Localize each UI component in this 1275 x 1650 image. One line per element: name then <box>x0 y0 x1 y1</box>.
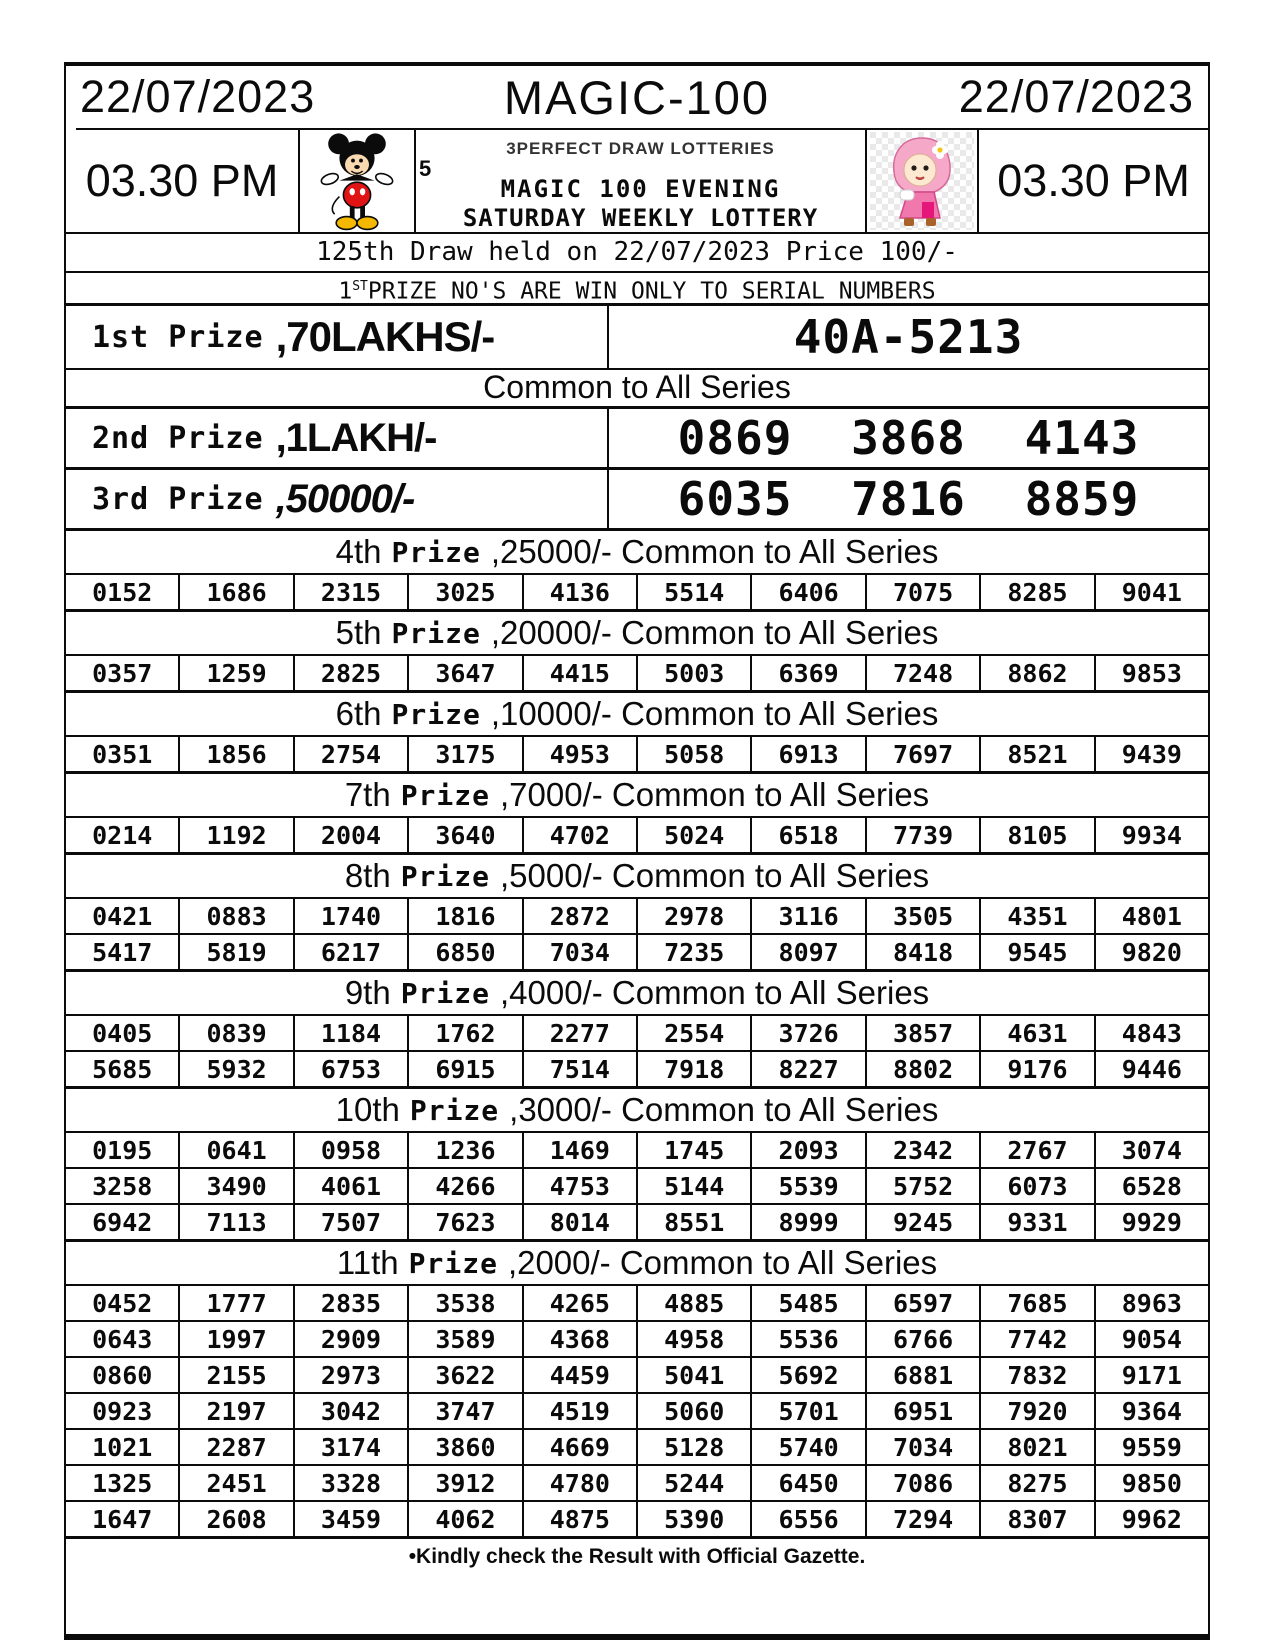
prize-number-cell: 5003 <box>636 656 750 690</box>
prize-number-cell: 3622 <box>407 1358 521 1392</box>
draw-info-line: 125th Draw held on 22/07/2023 Price 100/- <box>316 237 958 267</box>
section-ordinal: 9th <box>344 974 391 1011</box>
section-prize-word: Prize <box>391 535 481 569</box>
prize-number-cell: 5244 <box>636 1466 750 1500</box>
prize-number-cell: 0405 <box>92 1018 153 1048</box>
prize-number-cell: 9245 <box>865 1205 979 1239</box>
prize-number-cell: 8014 <box>522 1205 636 1239</box>
section-header-5th-prize <box>66 609 1208 654</box>
section-header-10th-prize <box>66 1086 1208 1131</box>
prize-number-cell: 3747 <box>407 1394 521 1428</box>
prize-number-cell: 4843 <box>1094 1016 1208 1050</box>
prize-number-cell: 0643 <box>92 1324 153 1354</box>
prize-number-row-9th <box>66 1014 1208 1050</box>
prize-number-cell: 4368 <box>522 1322 636 1356</box>
mickey-mouse-icon <box>307 131 407 231</box>
prize-number-cell: 8021 <box>979 1430 1093 1464</box>
prize-number-cell: 2973 <box>293 1358 407 1392</box>
prize-number-cell: 6915 <box>407 1052 521 1086</box>
prize-number-cell: 4702 <box>522 818 636 852</box>
organizer-name: 3PERFECT DRAW LOTTERIES <box>506 139 775 158</box>
section-header-11th-prize <box>66 1239 1208 1284</box>
serial-note-line <box>66 271 1208 303</box>
prize-number-cell: 1997 <box>178 1322 292 1356</box>
serial-note-pre: 1 <box>338 278 353 305</box>
prize-number-cell: 7507 <box>293 1205 407 1239</box>
prize-number-cell: 5514 <box>636 575 750 609</box>
prize-number-cell: 0357 <box>92 658 153 688</box>
section-header-4th-prize <box>66 528 1208 573</box>
prize-number-cell: 7034 <box>865 1430 979 1464</box>
prize-number-cell: 0860 <box>92 1360 153 1390</box>
prize-number-cell: 0958 <box>293 1133 407 1167</box>
prize-number-cell: 3074 <box>1094 1133 1208 1167</box>
prize-number-cell: 3857 <box>865 1016 979 1050</box>
prize-number-cell: 7294 <box>865 1502 979 1536</box>
prize-number-cell: 2451 <box>178 1466 292 1500</box>
prize-number-cell: 8275 <box>979 1466 1093 1500</box>
prize-number-cell: 1192 <box>178 818 292 852</box>
section-prize-word: Prize <box>391 697 481 731</box>
section-amount-common: ,5000/- Common to All Series <box>499 857 930 894</box>
header-row <box>66 66 1208 128</box>
prize-number-cell: 5058 <box>636 737 750 771</box>
prize-number-cell: 9364 <box>1094 1394 1208 1428</box>
section-amount-common: ,10000/- Common to All Series <box>490 695 939 732</box>
prize-number-cell: 2197 <box>178 1394 292 1428</box>
prize-number-cell: 1184 <box>293 1016 407 1050</box>
prize-number-cell: 3589 <box>407 1322 521 1356</box>
section-prize-word: Prize <box>408 1246 498 1280</box>
prize-number-cell: 3726 <box>750 1016 864 1050</box>
banner-row <box>66 130 1208 234</box>
prize-number-cell: 5485 <box>750 1286 864 1320</box>
section-ordinal: 7th <box>344 776 391 813</box>
prize-number-cell: 3860 <box>407 1430 521 1464</box>
section-header-8th-prize <box>66 852 1208 897</box>
prize-number-row-10th <box>66 1203 1208 1239</box>
prize-number-cell: 3490 <box>178 1169 292 1203</box>
prize-number-cell: 4953 <box>522 737 636 771</box>
prize-number-cell: 1777 <box>178 1286 292 1320</box>
prize-number-row-7th <box>66 816 1208 852</box>
prize-number-cell: 2825 <box>293 656 407 690</box>
prize-number-cell: 9853 <box>1094 656 1208 690</box>
prize-number-cell: 4958 <box>636 1322 750 1356</box>
prize-number-row-11th <box>66 1500 1208 1536</box>
prize-number-cell: 5536 <box>750 1322 864 1356</box>
third-prize-numbers: 6035 7816 8859 <box>677 472 1140 526</box>
first-prize-label: 1st Prize <box>92 319 264 355</box>
prize-number-row-9th <box>66 1050 1208 1086</box>
prize-number-cell: 1325 <box>92 1468 153 1498</box>
prize-number-cell: 0452 <box>92 1288 153 1318</box>
serial-note-sup: ST <box>352 279 368 294</box>
prize-number-cell: 4415 <box>522 656 636 690</box>
prize-number-cell: 8963 <box>1094 1286 1208 1320</box>
prize-number-cell: 3647 <box>407 656 521 690</box>
prize-number-cell: 5932 <box>178 1052 292 1086</box>
prize-number-cell: 2554 <box>636 1016 750 1050</box>
prize-number-cell: 2287 <box>178 1430 292 1464</box>
prize-number-cell: 2754 <box>293 737 407 771</box>
prize-number-cell: 7697 <box>865 737 979 771</box>
prize-number-cell: 8999 <box>750 1205 864 1239</box>
header-date-left: 22/07/2023 <box>80 71 316 122</box>
section-prize-word: Prize <box>400 976 490 1010</box>
first-prize-number: 40A-5213 <box>793 310 1024 364</box>
second-prize-label: 2nd Prize <box>92 420 264 456</box>
prize-number-cell: 1236 <box>407 1133 521 1167</box>
prize-number-cell: 6450 <box>750 1466 864 1500</box>
draw-time-left: 03.30 PM <box>85 155 279 206</box>
prize-number-cell: 8105 <box>979 818 1093 852</box>
prize-number-cell: 6942 <box>92 1207 153 1237</box>
prize-number-cell: 7034 <box>522 935 636 969</box>
draw-name: MAGIC 100 EVENING <box>500 175 781 203</box>
prize-number-cell: 5128 <box>636 1430 750 1464</box>
prize-number-cell: 4875 <box>522 1502 636 1536</box>
prize-number-cell: 6766 <box>865 1322 979 1356</box>
prize-number-cell: 3258 <box>92 1171 153 1201</box>
prize-number-cell: 9041 <box>1094 575 1208 609</box>
prize-number-cell: 8307 <box>979 1502 1093 1536</box>
second-prize-numbers: 0869 3868 4143 <box>677 411 1140 465</box>
prize-number-cell: 6753 <box>293 1052 407 1086</box>
prize-number-cell: 6217 <box>293 935 407 969</box>
prize-number-cell: 8802 <box>865 1052 979 1086</box>
prize-number-cell: 2767 <box>979 1133 1093 1167</box>
prize-number-row-11th <box>66 1392 1208 1428</box>
prize-number-cell: 1647 <box>92 1504 153 1534</box>
prize-number-cell: 0195 <box>92 1135 153 1165</box>
third-prize-label: 3rd Prize <box>92 481 264 517</box>
prize-number-cell: 6850 <box>407 935 521 969</box>
prize-number-cell: 0923 <box>92 1396 153 1426</box>
hijab-girl-icon <box>870 132 974 230</box>
section-ordinal: 5th <box>335 614 382 651</box>
prize-number-cell: 7623 <box>407 1205 521 1239</box>
prize-number-cell: 4753 <box>522 1169 636 1203</box>
prize-number-cell: 6528 <box>1094 1169 1208 1203</box>
prize-number-cell: 8097 <box>750 935 864 969</box>
prize-number-cell: 9934 <box>1094 818 1208 852</box>
prize-number-cell: 5685 <box>92 1054 153 1084</box>
prize-number-cell: 6913 <box>750 737 864 771</box>
prize-sections <box>66 528 1208 1536</box>
prize-number-cell: 1469 <box>522 1133 636 1167</box>
prize-number-cell: 5060 <box>636 1394 750 1428</box>
mickey-mouse-image <box>298 130 416 232</box>
prize-number-cell: 8285 <box>979 575 1093 609</box>
prize-number-cell: 9331 <box>979 1205 1093 1239</box>
section-ordinal: 4th <box>335 533 382 570</box>
prize-number-row-11th <box>66 1356 1208 1392</box>
prize-number-cell: 9820 <box>1094 935 1208 969</box>
prize-number-cell: 4459 <box>522 1358 636 1392</box>
prize-number-cell: 1259 <box>178 656 292 690</box>
prize-number-row-8th <box>66 897 1208 933</box>
prize-number-cell: 7248 <box>865 656 979 690</box>
prize-number-row-11th <box>66 1428 1208 1464</box>
prize-number-cell: 1740 <box>293 899 407 933</box>
prize-number-cell: 7514 <box>522 1052 636 1086</box>
prize-number-cell: 7739 <box>865 818 979 852</box>
prize-number-cell: 4519 <box>522 1394 636 1428</box>
prize-number-cell: 3538 <box>407 1286 521 1320</box>
prize-number-cell: 4136 <box>522 575 636 609</box>
prize-number-cell: 6518 <box>750 818 864 852</box>
prize-number-cell: 7086 <box>865 1466 979 1500</box>
first-prize-label-cell <box>66 306 609 368</box>
prize-number-cell: 2342 <box>865 1133 979 1167</box>
prize-number-cell: 2835 <box>293 1286 407 1320</box>
prize-number-cell: 4631 <box>979 1016 1093 1050</box>
prize-number-cell: 2978 <box>636 899 750 933</box>
third-prize-label-cell <box>66 470 609 528</box>
prize-number-cell: 9446 <box>1094 1052 1208 1086</box>
prize-number-cell: 0421 <box>92 901 153 931</box>
prize-number-cell: 0214 <box>92 820 153 850</box>
prize-number-cell: 3175 <box>407 737 521 771</box>
serial-note-rest: PRIZE NO'S ARE WIN ONLY TO SERIAL NUMBERS <box>367 278 936 305</box>
prize-number-row-10th <box>66 1167 1208 1203</box>
prize-number-cell: 9929 <box>1094 1205 1208 1239</box>
prize-number-cell: 7685 <box>979 1286 1093 1320</box>
prize-number-cell: 5752 <box>865 1169 979 1203</box>
prize-number-cell: 0839 <box>178 1016 292 1050</box>
prize-number-cell: 1816 <box>407 899 521 933</box>
prize-number-cell: 4266 <box>407 1169 521 1203</box>
prize-number-cell: 5819 <box>178 935 292 969</box>
prize-number-cell: 4061 <box>293 1169 407 1203</box>
prize-number-cell: 5740 <box>750 1430 864 1464</box>
prize-number-cell: 4062 <box>407 1502 521 1536</box>
prize-number-cell: 1745 <box>636 1133 750 1167</box>
prize-number-cell: 7742 <box>979 1322 1093 1356</box>
section-prize-word: Prize <box>409 1093 500 1127</box>
prize-number-cell: 7075 <box>865 575 979 609</box>
prize-number-cell: 9559 <box>1094 1430 1208 1464</box>
section-amount-common: ,7000/- Common to All Series <box>499 776 930 813</box>
third-prize-row <box>66 467 1208 528</box>
prize-number-cell: 9962 <box>1094 1502 1208 1536</box>
common-series-note: Common to All Series <box>66 368 1208 406</box>
prize-number-cell: 6951 <box>865 1394 979 1428</box>
prize-number-cell: 6597 <box>865 1286 979 1320</box>
prize-number-cell: 5041 <box>636 1358 750 1392</box>
prize-number-row-11th <box>66 1284 1208 1320</box>
prize-number-cell: 2277 <box>522 1016 636 1050</box>
prize-number-row-4th <box>66 573 1208 609</box>
prize-number-cell: 9171 <box>1094 1358 1208 1392</box>
prize-number-row-5th <box>66 654 1208 690</box>
prize-number-cell: 1762 <box>407 1016 521 1050</box>
prize-number-cell: 7832 <box>979 1358 1093 1392</box>
prize-number-cell: 6556 <box>750 1502 864 1536</box>
page-title: MAGIC-100 <box>503 70 771 124</box>
section-amount-common: ,4000/- Common to All Series <box>499 974 930 1011</box>
prize-number-cell: 9850 <box>1094 1466 1208 1500</box>
agent-number: 5 <box>419 156 432 181</box>
first-prize-row <box>66 303 1208 368</box>
section-ordinal: 10th <box>335 1091 400 1128</box>
prize-number-cell: 3505 <box>865 899 979 933</box>
prize-number-cell: 6369 <box>750 656 864 690</box>
prize-number-cell: 8227 <box>750 1052 864 1086</box>
prize-number-row-11th <box>66 1464 1208 1500</box>
prize-number-cell: 2315 <box>293 575 407 609</box>
prize-number-cell: 1856 <box>178 737 292 771</box>
section-amount-common: ,3000/- Common to All Series <box>509 1091 939 1128</box>
prize-number-cell: 0641 <box>178 1133 292 1167</box>
prize-number-cell: 5417 <box>92 937 153 967</box>
prize-number-cell: 4351 <box>979 899 1093 933</box>
prize-number-cell: 7113 <box>178 1205 292 1239</box>
prize-number-cell: 6406 <box>750 575 864 609</box>
section-prize-word: Prize <box>400 778 490 812</box>
prize-number-cell: 5144 <box>636 1169 750 1203</box>
prize-number-cell: 3174 <box>293 1430 407 1464</box>
prize-number-cell: 9439 <box>1094 737 1208 771</box>
prize-number-cell: 4885 <box>636 1286 750 1320</box>
banner-center <box>416 130 865 232</box>
prize-number-cell: 2093 <box>750 1133 864 1167</box>
prize-number-cell: 9054 <box>1094 1322 1208 1356</box>
prize-number-cell: 1021 <box>92 1432 153 1462</box>
prize-number-cell: 5539 <box>750 1169 864 1203</box>
footer-note: •Kindly check the Result with Official Gazette. <box>66 1536 1208 1585</box>
prize-number-row-10th <box>66 1131 1208 1167</box>
hijab-girl-image <box>865 130 979 232</box>
prize-number-cell: 5390 <box>636 1502 750 1536</box>
prize-number-cell: 8521 <box>979 737 1093 771</box>
prize-number-row-8th <box>66 933 1208 969</box>
prize-number-cell: 7920 <box>979 1394 1093 1428</box>
prize-number-cell: 7235 <box>636 935 750 969</box>
section-amount-common: ,20000/- Common to All Series <box>490 614 939 651</box>
prize-number-cell: 9545 <box>979 935 1093 969</box>
prize-number-cell: 0152 <box>92 577 153 607</box>
prize-number-cell: 5024 <box>636 818 750 852</box>
section-ordinal: 6th <box>335 695 382 732</box>
prize-number-cell: 2155 <box>178 1358 292 1392</box>
prize-number-cell: 3025 <box>407 575 521 609</box>
prize-number-cell: 4669 <box>522 1430 636 1464</box>
section-ordinal: 11th <box>336 1244 399 1281</box>
prize-number-cell: 6881 <box>865 1358 979 1392</box>
prize-number-cell: 4265 <box>522 1286 636 1320</box>
prize-number-cell: 3640 <box>407 818 521 852</box>
prize-number-cell: 8551 <box>636 1205 750 1239</box>
prize-number-cell: 3459 <box>293 1502 407 1536</box>
prize-number-cell: 3116 <box>750 899 864 933</box>
section-header-6th-prize <box>66 690 1208 735</box>
lottery-result-sheet <box>64 62 1210 1640</box>
section-header-7th-prize <box>66 771 1208 816</box>
prize-number-cell: 3912 <box>407 1466 521 1500</box>
prize-number-cell: 1686 <box>178 575 292 609</box>
section-header-9th-prize <box>66 969 1208 1014</box>
section-amount-common: ,2000/- Common to All Series <box>507 1244 938 1281</box>
prize-number-cell: 8862 <box>979 656 1093 690</box>
prize-number-cell: 3042 <box>293 1394 407 1428</box>
prize-number-row-11th <box>66 1320 1208 1356</box>
draw-series: SATURDAY WEEKLY LOTTERY <box>462 204 819 232</box>
prize-number-cell: 2909 <box>293 1322 407 1356</box>
prize-number-cell: 2872 <box>522 899 636 933</box>
section-prize-word: Prize <box>391 616 481 650</box>
third-prize-amount: ,50000/- <box>275 476 415 521</box>
header-date-right: 22/07/2023 <box>958 71 1194 122</box>
second-prize-label-cell <box>66 409 609 467</box>
prize-number-cell: 9176 <box>979 1052 1093 1086</box>
prize-number-cell: 7918 <box>636 1052 750 1086</box>
draw-time-right: 03.30 PM <box>997 155 1190 206</box>
section-amount-common: ,25000/- Common to All Series <box>490 533 939 570</box>
prize-number-cell: 2004 <box>293 818 407 852</box>
prize-number-cell: 0351 <box>92 739 153 769</box>
prize-number-row-6th <box>66 735 1208 771</box>
section-ordinal: 8th <box>344 857 391 894</box>
first-prize-amount: ,70LAKHS/- <box>275 313 495 360</box>
prize-number-cell: 6073 <box>979 1169 1093 1203</box>
prize-number-cell: 5692 <box>750 1358 864 1392</box>
prize-number-cell: 8418 <box>865 935 979 969</box>
second-prize-row <box>66 406 1208 467</box>
prize-number-cell: 4801 <box>1094 899 1208 933</box>
prize-number-cell: 5701 <box>750 1394 864 1428</box>
prize-number-cell: 4780 <box>522 1466 636 1500</box>
second-prize-amount: ,1LAKH/- <box>275 415 437 460</box>
prize-number-cell: 0883 <box>178 899 292 933</box>
section-prize-word: Prize <box>400 859 490 893</box>
prize-number-cell: 3328 <box>293 1466 407 1500</box>
prize-number-cell: 2608 <box>178 1502 292 1536</box>
